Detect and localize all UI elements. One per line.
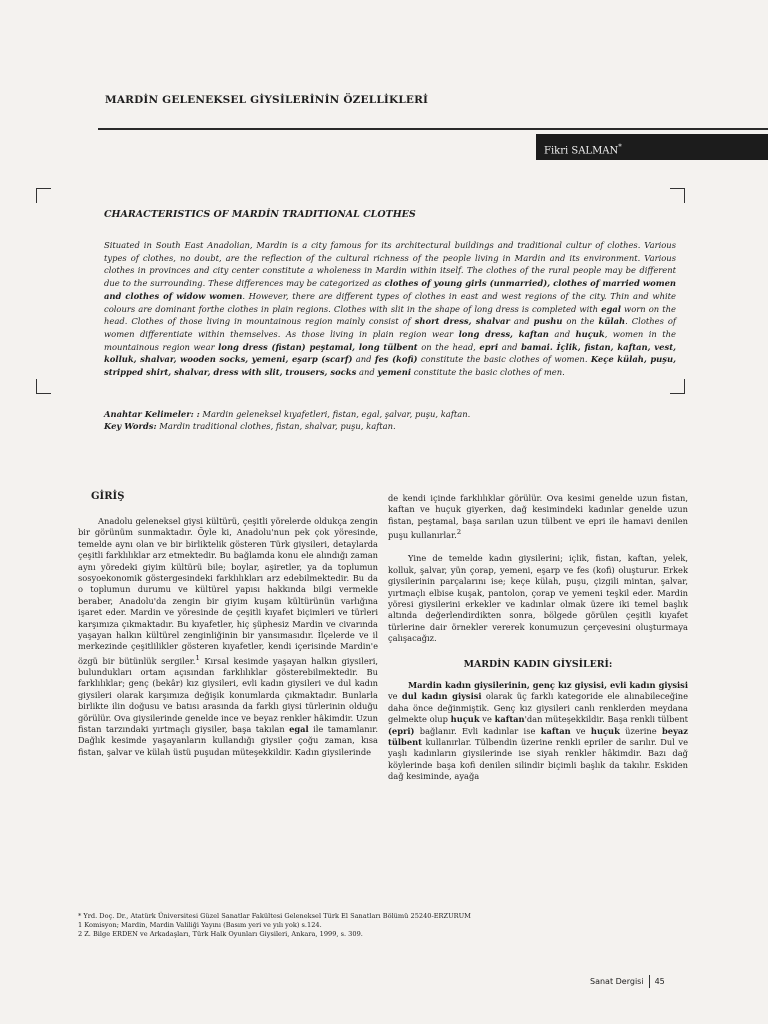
footnote-ref: 2: [456, 528, 462, 537]
paragraph: de kendi içinde farklılıklar görülür. Ova kesimi genelde uzun fistan, kaftan ve huçuk giyerken, dağ kesimindeki kadınlar genelde uzun fistan, peştamal, başa sarılan uzun tülbent ve epri ile hamavi denilen puşu kullanırlar.$^2$: [388, 493, 688, 540]
section-heading-kadin-giysileri: MARDİN KADIN GİYSİLERİ:: [463, 658, 613, 670]
footnote-2: 2 Z. Bilge ERDEN ve Arkadaşları, Türk Halk Oyunları Giysileri, Ankara, 1999, s. 309.: [78, 930, 363, 939]
journal-name: Sanat Dergisi: [590, 977, 644, 986]
footnote-ref: 1: [195, 653, 200, 662]
article-title: MARDİN GELENEKSEL GİYSİLERİNİN ÖZELLİKLERİ: [105, 94, 429, 106]
body-left-column: [78, 516, 378, 758]
abstract-corner-top-left: [36, 188, 51, 203]
abstract-corner-bottom-left: [36, 379, 51, 394]
abstract-title: CHARACTERISTICS OF MARDİN TRADITIONAL CLOTHES: [104, 209, 416, 220]
footer-separator: [649, 975, 650, 988]
abstract-corner-bottom-right: [670, 379, 685, 394]
section-heading-giris: GİRİŞ: [91, 491, 125, 502]
author-name: Fikri SALMAN: [544, 145, 619, 157]
paragraph: Anadolu geleneksel giysi kültürü, çeşitli yörelerde oldukça zengin bir görünüm sunmaktadır. Öyle ki, Anadolu'nun pek çok yöresinde, temelde aynı olan ve bir birliktelik gösteren Türk giysileri, detaylarda çeşitli farklılıklar arz etmektedir. Bu bağlamda konu ele alındığı zaman aynı yöredeki giyim kültürü bile; boylar, aşiretler, ya da toplumun sosyoekonomik göstergesindeki farklılıkları arz edebilmektedir. Bu da o toplumun durumu ve kültürel yapısı hakkında bilgi vermekle beraber, Anadolu'da zengin bir giyim kuşam kültürünün varlığına işaret eder. Mardin ve yöresinde de çeşitli kıyafet biçimleri ve türleri karşımıza çıkmaktadır. Bu kıyafetler, hiç şüphesiz Mardin ve civarında yaşayan halkın kültürel zenginliğinin bir yansımasıdır. İlçelerde ve il merkezinde çeşitlilikler gösteren kıyafetler, kendi içerisinde Mardin'e özgü bir bütünlük sergiler.$^1$ Kırsal kesimde yaşayan halkın giysileri, bulundukları ortam açısından farklılıklar gösterebilmektedir. Bu farklılıklar; genç (bekâr) kız giysileri, evli kadın giysileri ve dul kadın giysileri olarak karşımıza değişik konumlarda çıkmaktadır. Bunlarla birlikte ilin doğusu ve batısı arasında da farklı giysi türlerinin olduğu görülür. Ova giysilerinde genelde ince ve beyaz renkler hâkimdir. Uzun fistan tarzındaki yırtmaçlı giysiler, başa takılan egal ile tamamlanır. Dağlık kesimde yaşayanların kullandığı giysiler çoğu zaman, kısa fistan, şalvar ve külah üstü puşudan müteşekkildir. Kadın giysilerinde: [78, 516, 379, 757]
page-number: 45: [654, 977, 665, 986]
paragraph: Yine de temelde kadın giysilerini; içlik, fistan, kaftan, yelek, kolluk, şalvar, yün çorap, yemeni, eşarp ve fes (kofi) oluşturur. Erkek giysilerinin parçalarını ise; keçe külah, puşu, çizgili mintan, şalvar, yırtmaçlı elbise kuşak, pantolon, çorap ve yemeni teşkil eder. Mardin yöresi giysilerini erkekler ve kadınlar olmak üzere iki temel başlık altında değerlendirdikten sonra, bölgede görülen çeşitli kıyafet türlerine dair örnekler vererek konumuzun çerçevesini oluşturmaya çalışacağız.: [388, 553, 688, 644]
paragraph: Mardin kadın giysilerinin, genç kız giysisi, evli kadın giysisi ve dul kadın giysisi olarak üç farklı kategoride ele alınabileceğine daha önce değinmiştik. Genç kız giysileri canlı renklerden meydana gelmekte olup huçuk ve kaftan'dan müteşekkildir. Başa renkli tülbent (epri) bağlanır. Evli kadınlar ise kaftan ve huçuk üzerine beyaz tülbent kullanırlar. Tülbendin üzerine renkli epriler de sarılır. Dul ve yaşlı kadınların giysilerinde ise siyah renkler hâkimdir. Bazı dağ köylerinde başa kofi denilen silindir biçimli başlık da takılır. Eskiden dağ kesiminde, ayağa: [388, 680, 688, 782]
keywords-english: Key Words: Mardin traditional clothes, fistan, shalvar, puşu, kaftan.: [104, 421, 396, 431]
author-bar: [536, 134, 768, 160]
author-footnote-mark: *: [618, 143, 622, 151]
header-rule: [98, 128, 768, 130]
page-footer: [590, 975, 665, 988]
abstract-corner-top-right: [670, 188, 685, 203]
footnotes: [78, 912, 678, 940]
abstract-text: Situated in South East Anadolian, Mardin is a city famous for its architectural buildings and traditional cultur of clothes. Various types of clothes, no doubt, are the reflection of the cultural richness of the people living in Mardin and its environment. Various clothes in provinces and city center constitute a wholeness in Mardin within itself. The clothes of the rural people may be different due to the surrounding. These differences may be categorized as clothes of young girls (unmarried), clothes of married women and clothes of widow women. However, there are different types of clothes in east and west regions of the city. Thin and white colours are dominant forthe clothes in plain regions. Clothes with slit in the shape of long dress is completed with egal worn on the head. Clothes of those living in mountainous region mainly consist of short dress, shalvar and pushu on the külah. Clothes of women differentiate within themselves. As those living in plain region wear long dress, kaftan and huçuk, women in the mountainous region wear long dress (fistan) peştamal, long tülbent on the head, epri and bamai. İçlik, fistan, kaftan, vest, kolluk, shalvar, wooden socks, yemeni, eşarp (scarf) and fes (kofi) constitute the basic clothes of women. Keçe külah, puşu, stripped shirt, shalvar, dress with slit, trousers, socks and yemeni constitute the basic clothes of men.: [104, 240, 677, 378]
body-right-column: [388, 493, 688, 783]
footnote-author: * Yrd. Doç. Dr., Atatürk Üniversitesi Güzel Sanatlar Fakültesi Geleneksel Türk El Sanatları Bölümü 25240-ERZURUM: [78, 912, 471, 920]
footnote-1: 1 Komisyon; Mardin, Mardin Valiliği Yayını (Basım yeri ve yılı yok) s.124.: [78, 921, 322, 930]
keywords-turkish: Anahtar Kelimeler: : Mardin geleneksel kıyafetleri, fistan, egal, şalvar, puşu, kaftan.: [104, 409, 471, 419]
